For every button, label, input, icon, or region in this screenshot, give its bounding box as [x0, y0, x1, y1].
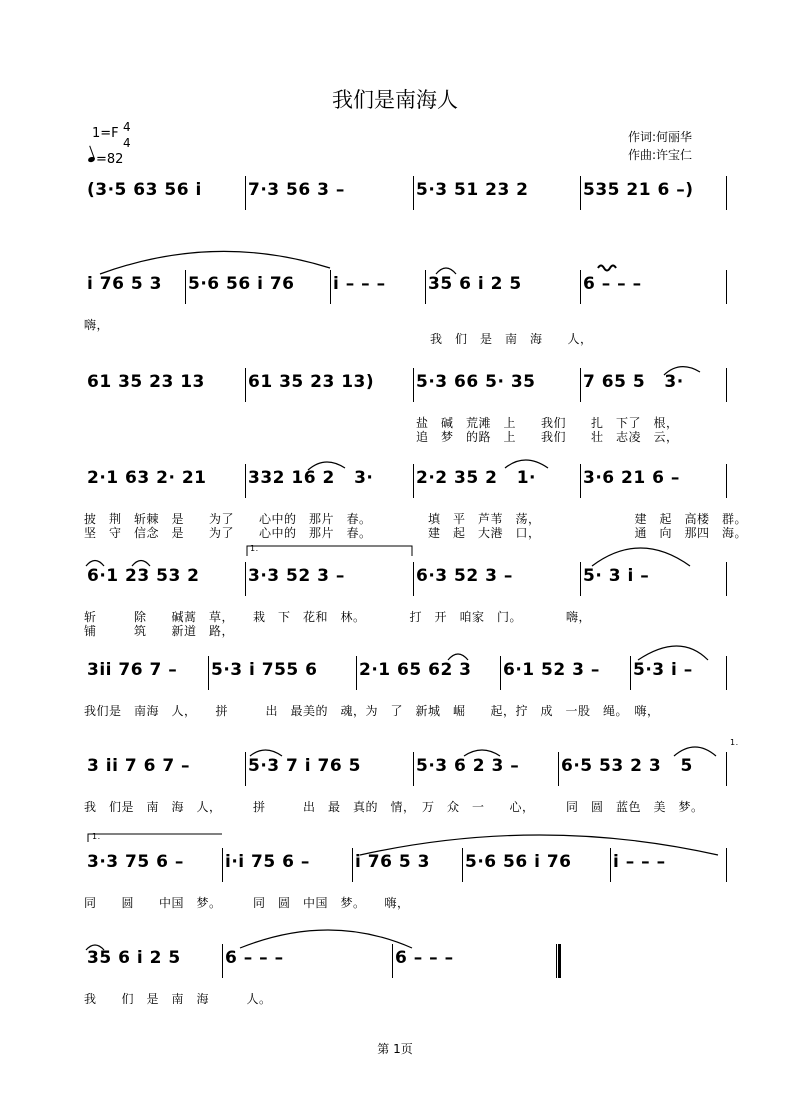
- time-sig-top: 4: [123, 120, 131, 134]
- measure: 35 6 i 2 5: [87, 948, 181, 968]
- measure: 5·3 i –: [633, 660, 693, 680]
- measure: 61 35 23 13: [87, 372, 205, 392]
- measure: 3ii 76 7 –: [87, 660, 178, 680]
- measure: 2·1 65 62 3: [359, 660, 472, 680]
- measure: 5·6 56 i 76: [188, 274, 295, 294]
- slur: [250, 750, 282, 756]
- slur: [505, 460, 548, 468]
- song-title: 我们是南海人: [332, 88, 458, 112]
- volta-bracket: [88, 834, 222, 842]
- measure: 6 – – –: [225, 948, 284, 968]
- lyricist-credit: 作词:何丽华: [628, 130, 693, 144]
- measure: 3·3 75 6 –: [87, 852, 184, 872]
- lyric-line: 我 们 是 南 海 人，: [430, 332, 593, 346]
- measure: (3·5 63 56 i: [87, 180, 202, 200]
- slur: [240, 930, 412, 948]
- slur: [132, 561, 150, 567]
- measure: 6 – – –: [395, 948, 454, 968]
- lyric-line: 铺 筑 新道 路，: [84, 624, 235, 638]
- lyric-line: 同 圆 中国 梦。 同 圆 中国 梦。 嗨，: [84, 896, 410, 910]
- measure: i – – –: [333, 274, 386, 294]
- slur: [674, 747, 716, 756]
- slur: [638, 646, 708, 660]
- slur: [436, 268, 456, 274]
- measure: 332 16 2 3·: [248, 468, 374, 488]
- slur: [86, 561, 104, 567]
- volta-label: 1.: [730, 738, 739, 747]
- measure: 3·3 52 3 –: [248, 566, 345, 586]
- slur: [448, 654, 468, 660]
- measure: 5·3 i 755 6: [211, 660, 318, 680]
- measure: 535 21 6 –): [583, 180, 694, 200]
- lyric-line: 我们是 南海 人， 拼 出 最美的 魂，为 了 新城 崛 起，拧 成 一股 绳。 嗨，: [84, 704, 660, 718]
- measure: 2·1 63 2· 21: [87, 468, 207, 488]
- slur: [308, 462, 345, 470]
- measure: i 76 5 3: [87, 274, 162, 294]
- slur: [360, 835, 718, 855]
- measure: 6·3 52 3 –: [416, 566, 513, 586]
- measure: i 76 5 3: [355, 852, 430, 872]
- lyric-line: 我 们 是 南 海 人。: [84, 992, 272, 1006]
- measure: 35 6 i 2 5: [428, 274, 522, 294]
- measure: 3·6 21 6 –: [583, 468, 680, 488]
- slur: [100, 251, 330, 274]
- slur: [592, 548, 690, 566]
- page-footer: 第 1页: [377, 1042, 413, 1056]
- measure: i – – –: [613, 852, 666, 872]
- measure: 5·3 6 2 3 –: [416, 756, 520, 776]
- measure: 5·3 66 5· 35: [416, 372, 536, 392]
- slur: [464, 750, 500, 756]
- measure: 7 65 5 3·: [583, 372, 684, 392]
- slur: [664, 367, 700, 375]
- trill-mark: [598, 266, 616, 271]
- measure: i·i 75 6 –: [225, 852, 310, 872]
- slur: [86, 945, 104, 950]
- volta-bracket: [247, 546, 412, 556]
- volta-label: 1.: [250, 544, 259, 553]
- measure: 5·3 51 23 2: [416, 180, 529, 200]
- measure: 5·6 56 i 76: [465, 852, 572, 872]
- lyric-line: 披 荆 斩棘 是 为了 心中的 那片 春。 填 平 芦苇 荡， 建 起 高楼 群。: [84, 512, 748, 526]
- lyric-line: 我 们是 南 海 人， 拼 出 最 真的 情， 万 众 一 心， 同 圆 蓝色 美 梦。: [84, 800, 704, 814]
- lyric-line: 追 梦 的路 上 我们 壮 志凌 云，: [416, 430, 679, 444]
- measure: 3 ii 7 6 7 –: [87, 756, 191, 776]
- lyric-line: 坚 守 信念 是 为了 心中的 那片 春。 建 起 大港 口， 通 向 那四 海。: [84, 526, 748, 540]
- measure: 5· 3 i –: [583, 566, 650, 586]
- measure: 6·5 53 2 3 5: [561, 756, 693, 776]
- measure: 5·3 7 i 76 5: [248, 756, 361, 776]
- measure: 61 35 23 13): [248, 372, 375, 392]
- measure: 6·1 23 53 2: [87, 566, 200, 586]
- measure: 2·2 35 2 1·: [416, 468, 536, 488]
- composer-credit: 作曲:许宝仁: [628, 148, 693, 162]
- lyric-line: 盐 碱 荒滩 上 我们 扎 下了 根，: [416, 416, 679, 430]
- time-sig-bottom: 4: [123, 136, 131, 150]
- volta-label: 1.: [92, 832, 101, 841]
- measure: 6·1 52 3 –: [503, 660, 600, 680]
- measure: 6 – – –: [583, 274, 642, 294]
- tempo-value: =82: [96, 152, 124, 167]
- key-signature: 1=F: [92, 126, 119, 141]
- lyric-line: 嗨，: [84, 318, 110, 332]
- lyric-line: 斩 除 碱蒿 草， 栽 下 花和 林。 打 开 咱家 门。 嗨，: [84, 610, 592, 624]
- measure: 7·3 56 3 –: [248, 180, 345, 200]
